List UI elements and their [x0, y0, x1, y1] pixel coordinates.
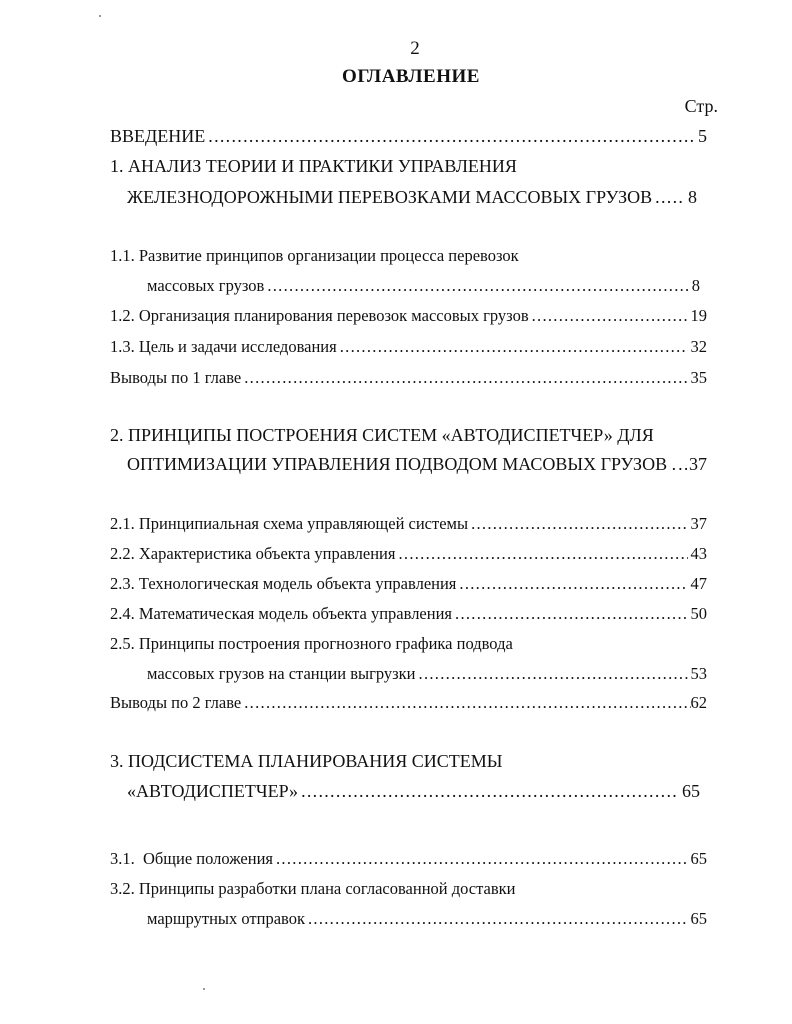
toc-leader-dots	[276, 849, 688, 869]
toc-entry-text: Выводы по 2 главе	[110, 693, 242, 712]
toc-chapter-3-line1	[110, 751, 707, 772]
toc-entry-page: 19	[690, 306, 707, 325]
toc-entry-text: массовых грузов на станции выгрузки	[147, 664, 416, 683]
toc-entry-text: 2.3. Технологическая модель объекта управления	[110, 574, 457, 593]
toc-leader-dots	[459, 574, 687, 594]
toc-entry-page: 43	[690, 544, 707, 563]
toc-entry-text: 2. ПРИНЦИПЫ ПОСТРОЕНИЯ СИСТЕМ «АВТОДИСПЕТЧЕР» ДЛЯ	[110, 425, 654, 445]
toc-entry-page: 37	[689, 454, 707, 474]
toc-section-1-2	[110, 306, 707, 326]
toc-leader-dots	[419, 664, 688, 684]
toc-section-1-1-line1	[110, 246, 707, 266]
toc-leader-dots	[398, 544, 687, 564]
toc-entry-text: 2.4. Математическая модель объекта управления	[110, 604, 453, 623]
toc-entry-intro	[110, 126, 707, 147]
toc-leader-dots	[308, 909, 688, 929]
toc-section-1-1-line2	[147, 276, 700, 296]
toc-entry-page: 50	[690, 604, 707, 623]
toc-entry-page: 35	[690, 368, 707, 387]
toc-entry-text: 2.1. Принципиальная схема управляющей системы	[110, 514, 469, 533]
toc-leader-dots	[301, 781, 679, 802]
toc-conclusions-2	[110, 693, 707, 713]
toc-leader-dots	[244, 693, 690, 713]
toc-entry-text: ОПТИМИЗАЦИИ УПРАВЛЕНИЯ ПОДВОДОМ МАСОВЫХ ГРУЗОВ .	[127, 454, 677, 474]
toc-entry-text: 3.1. Общие положения	[110, 849, 273, 868]
toc-entry-text: ЖЕЛЕЗНОДОРОЖНЫМИ ПЕРЕВОЗКАМИ МАССОВЫХ ГРУЗОВ	[127, 187, 653, 207]
toc-section-3-2-line1	[110, 879, 707, 899]
toc-entry-page: 5	[698, 126, 707, 146]
page-column-label: Стр.	[684, 96, 718, 116]
toc-section-2-4	[110, 604, 707, 624]
scan-speck	[99, 15, 101, 17]
toc-section-2-1	[110, 514, 707, 534]
toc-leader-dots	[678, 454, 687, 475]
toc-entry-text: Выводы по 1 главе	[110, 368, 242, 387]
toc-entry-text: 2.2. Характеристика объекта управления	[110, 544, 396, 563]
toc-section-3-2-line2	[147, 909, 707, 929]
toc-entry-text: маршрутных отправок	[147, 909, 305, 928]
toc-entry-page: 8	[691, 276, 700, 295]
toc-entry-text: 3.2. Принципы разработки плана согласованной доставки	[110, 879, 516, 898]
toc-entry-page: 32	[690, 337, 707, 356]
toc-leader-dots	[244, 368, 687, 388]
page-title: ОГЛАВЛЕНИЕ	[342, 66, 480, 87]
toc-entry-page: 65	[682, 781, 700, 801]
toc-section-1-3	[110, 337, 707, 357]
toc-entry-text: 1.1. Развитие принципов организации процесса перевозок	[110, 246, 519, 265]
toc-entry-text: 3. ПОДСИСТЕМА ПЛАНИРОВАНИЯ СИСТЕМЫ	[110, 751, 503, 771]
toc-entry-text: 2.5. Принципы построения прогнозного графика подвода	[110, 634, 513, 653]
toc-leader-dots	[340, 337, 688, 357]
toc-section-2-3	[110, 574, 707, 594]
toc-chapter-1-line1	[110, 156, 707, 177]
toc-entry-text: 1.2. Организация планирования перевозок массовых грузов	[110, 306, 529, 325]
toc-leader-dots	[471, 514, 687, 534]
toc-entry-page: 65	[690, 849, 707, 868]
toc-entry-page: 8	[688, 187, 697, 207]
toc-section-2-5-line2	[147, 664, 707, 684]
toc-section-3-1	[110, 849, 707, 869]
toc-chapter-2-line2	[127, 454, 707, 475]
toc-entry-text: «АВТОДИСПЕТЧЕР»	[127, 781, 299, 801]
toc-leader-dots	[455, 604, 687, 624]
toc-entry-text: 1.3. Цель и задачи исследования	[110, 337, 337, 356]
toc-leader-dots	[532, 306, 688, 326]
toc-entry-page: 47	[690, 574, 707, 593]
page-number: 2	[410, 38, 420, 59]
toc-conclusions-1	[110, 368, 707, 388]
toc-leader-dots	[655, 187, 685, 208]
toc-chapter-1-line2	[127, 187, 697, 208]
scan-speck	[203, 988, 205, 990]
toc-entry-page: 37	[690, 514, 707, 533]
toc-chapter-2-line1	[110, 425, 707, 446]
toc-section-2-5-line1	[110, 634, 707, 654]
toc-chapter-3-line2	[127, 781, 700, 802]
toc-entry-text: 1. АНАЛИЗ ТЕОРИИ И ПРАКТИКИ УПРАВЛЕНИЯ	[110, 156, 517, 176]
toc-section-2-2	[110, 544, 707, 564]
toc-entry-page: 53	[690, 664, 707, 683]
toc-entry-page: 65	[690, 909, 707, 928]
toc-leader-dots	[267, 276, 688, 296]
toc-entry-text: ВВЕДЕНИЕ	[110, 126, 206, 146]
toc-entry-page: 62	[690, 693, 707, 712]
toc-leader-dots	[208, 126, 695, 147]
toc-entry-text: массовых грузов	[147, 276, 265, 295]
